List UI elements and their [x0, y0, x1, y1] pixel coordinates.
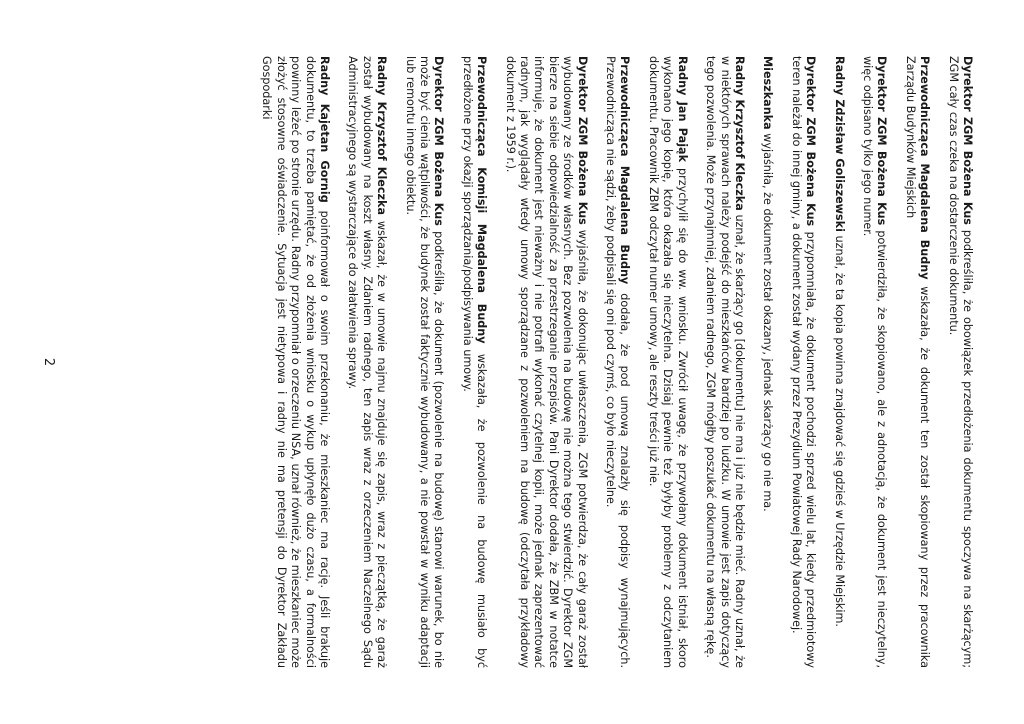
paragraph-text: podkreśliła, że obowiązek przedłożenia dokumentu spoczywa na skarżącym; ZGM cały czas czeka na dostarczenie dokumentu.	[946, 56, 974, 668]
paragraph-text: podkreśliła, że dokument (pozwolenie na budowę) stanowi warunek, bo nie może być cienia wątpliwości, że budynek został faktycznie wybudowany, a nie powstał w wyniku adaptacji lub remontu innego obiektu.	[403, 56, 446, 668]
paragraph	[788, 56, 817, 668]
paragraph-text: uznał, że ta kopia powinna znajdować się gdzieś w Urzędzie Miejskim.	[832, 231, 846, 627]
paragraph	[703, 56, 746, 668]
paragraph-text: wskazała, że pozwolenie na budowę musiało być przedłożone przy okazji sporządzania/podpisywania umowy.	[460, 56, 489, 669]
speaker-name: Przewodnicząca Magdalena Budny	[618, 56, 632, 285]
paragraph	[345, 56, 388, 668]
page-number: 2	[41, 357, 56, 367]
speaker-name: Radny Krzysztof Kleczka	[375, 56, 389, 216]
paragraph	[502, 56, 588, 668]
document-body	[245, 56, 974, 668]
paragraph-text: uznał, że skarżący go [dokumentu] nie ma i już nie będzie mieć. Radny uznał, że w niektórych sprawach należy podejść do mieszkańców bardziej po ludzku. W umowie jest zapis dotyczący tego pozwolenia. Może przynajmniej, zdaniem radnego, ZGM mógłby poszukać dokumentu na własną rękę.	[704, 56, 746, 668]
speaker-name: Dyrektor ZGM Bożena Kus	[804, 56, 818, 227]
paragraph	[760, 56, 774, 668]
speaker-name: Radny Krzysztof Kleczka	[732, 56, 746, 211]
paragraph-text: przychylił się do ww. wniosku. Zwrócił uwagę, że przywołany dokument istniał, skoro wykonano jego kopię, która okazała się nieczytelna. Dzisiaj pewnie też byłyby problemy z odczytaniem dokumentu. Pracownik ZBM odczytał numer umowy, ale reszty treści już nie.	[646, 56, 689, 668]
speaker-name: Radny Zdzisław Goliszewski	[832, 56, 846, 232]
paragraph	[459, 56, 488, 668]
speaker-name: Radny Jan Pająk	[675, 56, 689, 163]
paragraph-text: przypomniała, że dokument pochodzi sprzed wielu lat, kiedy przedmiotowy teren należał do innej gminy, a dokument został wydany przez Prezydium Powiatowej Rady Narodowej.	[789, 56, 818, 668]
paragraph	[402, 56, 445, 668]
speaker-name: Dyrektor ZGM Bożena Kus	[875, 56, 889, 226]
paragraph-text: wyjaśniła, że dokument został okazany, jednak skarżący go nie ma.	[761, 129, 775, 512]
speaker-name: Mieszkanka	[761, 56, 775, 130]
paragraph	[860, 56, 889, 668]
paragraph	[831, 56, 845, 668]
paragraph-text: dodała, że pod umową znalazły się podpisy wynajmujących. Przewodnicząca nie sądzi, żeby podpisali się oni pod czymś, co było nieczytelne.	[604, 56, 632, 668]
paragraph	[902, 56, 931, 668]
paragraph	[603, 56, 632, 668]
paragraph	[945, 56, 974, 668]
speaker-name: Przewodnicząca Magdalena Budny	[918, 56, 932, 280]
speaker-name: Przewodnicząca Komisji Magdalena Budny	[475, 56, 489, 344]
paragraph	[646, 56, 689, 668]
speaker-name: Dyrektor ZGM Bożena Kus	[575, 56, 589, 225]
paragraph-text: wskazał, że w umowie najmu znajduje się zapis, wraz z pieczątką, że garaż został wybudowany na koszt własny. Zdaniem radnego, ten zapis wraz z orzeczeniem Naczelnego Sądu Administracyjnego są wystarczające do załatwienia sprawy.	[346, 56, 389, 668]
paragraph	[259, 56, 331, 668]
speaker-name: Radny Kajetan Gornig	[318, 56, 331, 203]
paragraph-text: potwierdziła, że skopiowano, ale z adnotacją, że dokument jest nieczytelny, więc odpisano tylko jego numer.	[860, 56, 889, 668]
paragraph-text: poinformował o swoim przekonaniu, że mieszkaniec ma rację. Jeśli brakuje dokumentu, to trzeba pamiętać, że od złożenia wniosku o wykup upłynęło dużo czasu, a formalności powinny leżeć po stronie urzędu. Radny przypomniał o orzeczeniu NSA, uznał również, że mieszkaniec może złożyć stosowne oświadczenie. Sytuacja jest nietypowa i radny nie ma pretensji do Dyrektor Zakładu Gospodarki	[260, 56, 331, 668]
speaker-name: Dyrektor ZGM Bożena Kus	[961, 56, 974, 225]
speaker-name: Dyrektor ZGM Bożena Kus	[432, 56, 446, 226]
paragraph-text: wyjaśniła, że dokonując uwłaszczenia, ZGM potwierdza, że cały garaż został wybudowany ze środków własnych. Bez pozwolenia na budowę nie można tego stwierdzić. Dyrektor ZGM bierze na siebie odpowiedzialność za przestrzeganie przepisów. Pani Dyrektor dodała, że ZBM w notatce informuje, że dokument jest nieważny i nie potrafi wykonać czytelnej kopii, może jednak zaprezentować radnym, jak wyglądały wtedy umowy sporządzane z pozwoleniem na budowę (odczytała przykładowy dokument z 1959 r.).	[503, 56, 589, 668]
paragraph-text: wskazała, że dokument ten został skopiowany przez pracownika Zarządu Budynków Miejskich	[903, 56, 932, 668]
